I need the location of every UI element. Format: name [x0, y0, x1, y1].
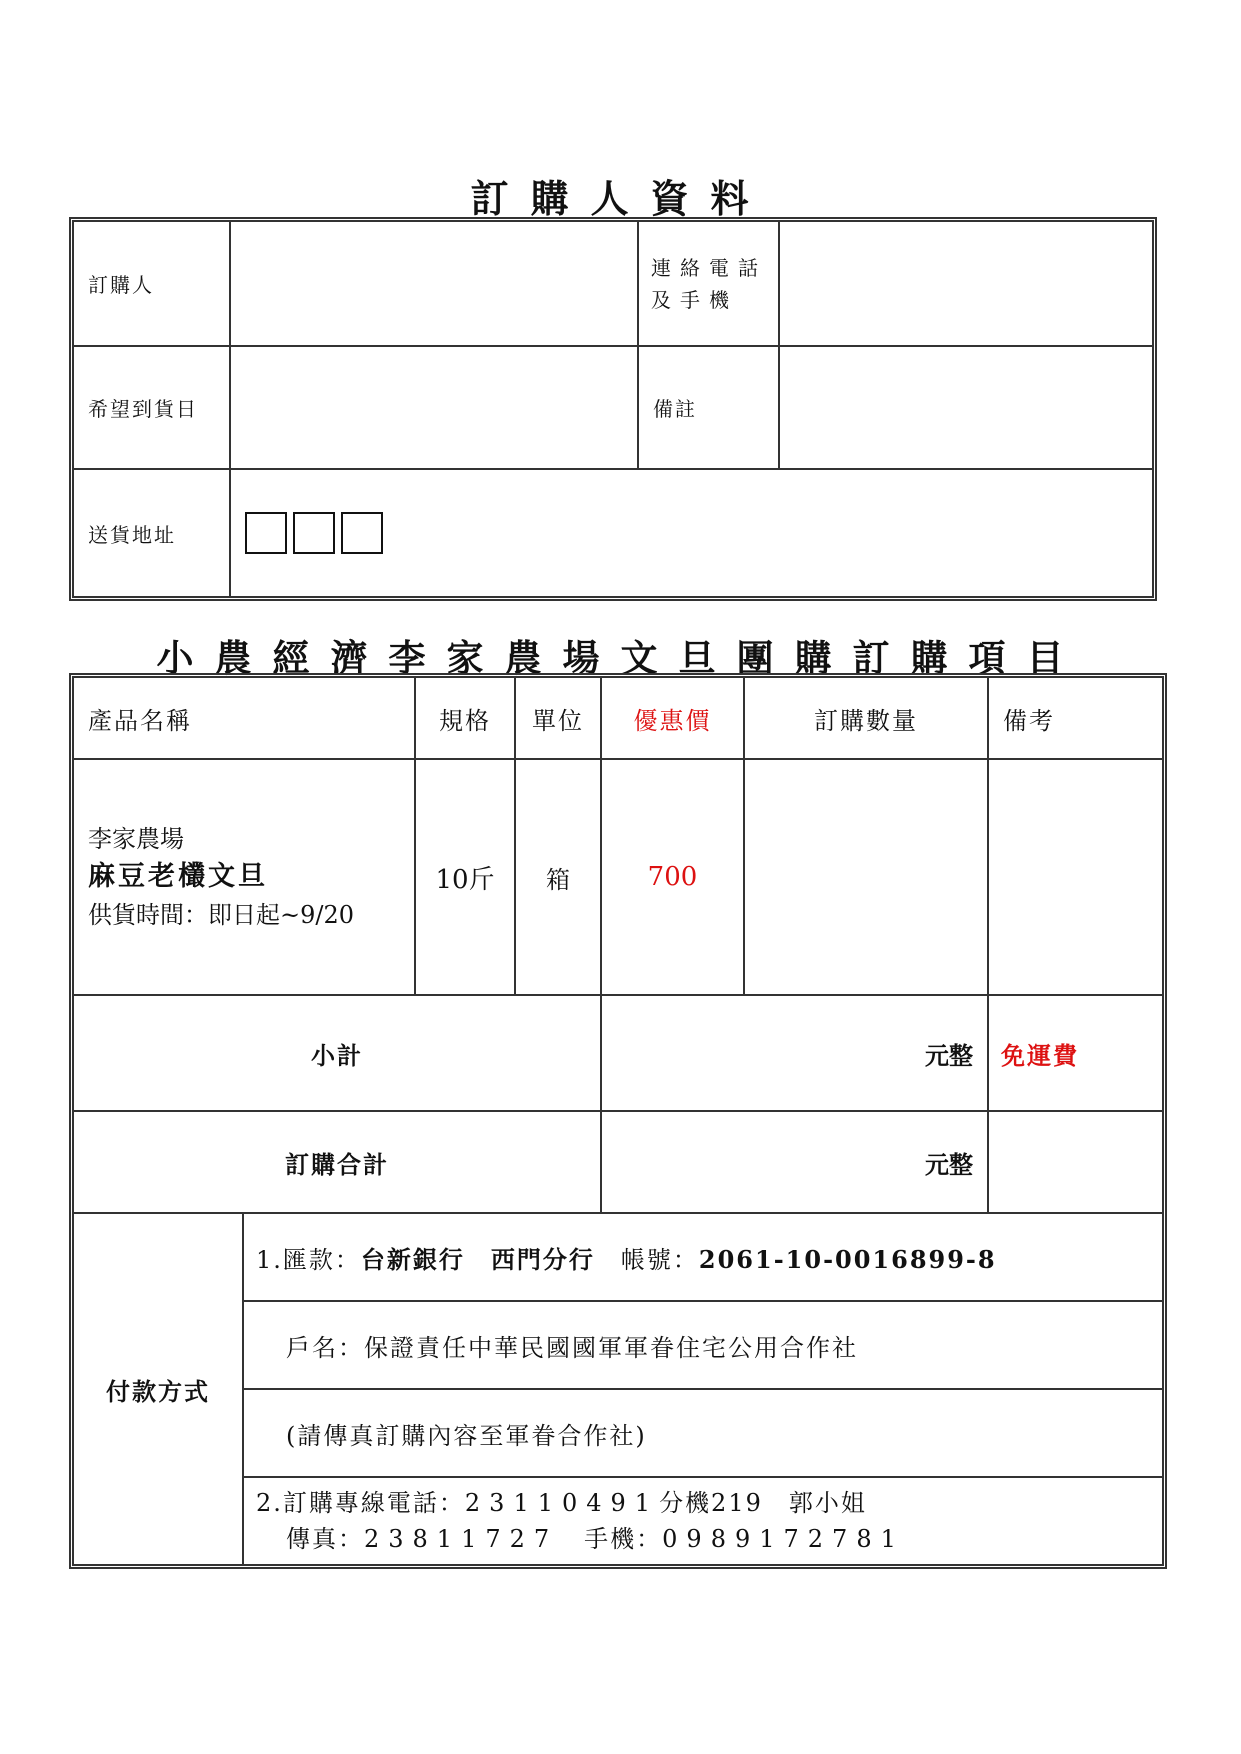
total-field[interactable] [601, 1111, 988, 1213]
address-label: 送貨地址 [73, 469, 230, 597]
payment-label: 付款方式 [73, 1213, 243, 1565]
payment-account: 2061-10-0016899-8 [698, 1244, 997, 1274]
header-spec: 規格 [415, 677, 515, 759]
order-phone-number: 23110491 [464, 1489, 660, 1517]
header-remark: 備考 [988, 677, 1163, 759]
subtotal-field[interactable] [601, 995, 988, 1111]
fax-label: 傳真： [286, 1525, 364, 1553]
zip-box-2[interactable] [293, 512, 335, 554]
payment-account-label: 帳號： [620, 1245, 699, 1274]
zip-box-1[interactable] [245, 512, 287, 554]
delivery-date-field[interactable] [230, 346, 638, 469]
payment-line1 [243, 1213, 1163, 1301]
product-unit: 箱 [515, 759, 601, 995]
total-unit: 元整 [925, 1149, 973, 1179]
payment-line2: 戶名：保證責任中華民國國軍軍眷住宅公用合作社 [243, 1301, 1163, 1389]
payment-bank: 台新銀行 西門分行 [360, 1244, 595, 1274]
buyer-info-table [72, 220, 1154, 598]
address-field[interactable] [230, 469, 1153, 597]
header-price: 優惠價 [601, 677, 744, 759]
remark-field[interactable] [988, 759, 1163, 995]
mobile-label: 手機： [584, 1525, 663, 1553]
phone-label-line1: 連絡電話 [651, 255, 767, 280]
note-label: 備註 [638, 346, 779, 469]
total-label: 訂購合計 [73, 1111, 601, 1213]
free-shipping: 免運費 [988, 995, 1163, 1111]
payment-line3: (請傳真訂購內容至軍眷合作社) [243, 1389, 1163, 1477]
product-cell [73, 759, 415, 995]
order-contact-name: 郭小姐 [788, 1489, 867, 1517]
total-remark-field[interactable] [988, 1111, 1163, 1213]
product-farm: 李家農場 [88, 825, 184, 853]
product-price: 700 [601, 759, 744, 995]
payment-line4 [256, 1485, 1162, 1521]
phone-field[interactable] [779, 221, 1153, 346]
mobile-number: 0989172781 [662, 1525, 905, 1553]
quantity-field[interactable] [744, 759, 988, 995]
payment-line1-prefix: 1.匯款： [256, 1245, 361, 1274]
buyer-info-title: 訂購人資料 [470, 176, 771, 221]
phone-label-line2: 及手機 [651, 287, 738, 312]
header-quantity: 訂購數量 [744, 677, 988, 759]
fax-number: 23811727 [364, 1525, 559, 1553]
product-spec: 10斤 [415, 759, 515, 995]
buyer-field[interactable] [230, 221, 638, 346]
header-unit: 單位 [515, 677, 601, 759]
order-phone-ext: 分機219 [659, 1489, 763, 1517]
payment-line5 [256, 1521, 1162, 1557]
buyer-label: 訂購人 [73, 221, 230, 346]
order-items-title: 小農經濟李家農場文旦團購訂購項目 [156, 636, 1085, 680]
product-name: 麻豆老欉文旦 [88, 861, 268, 892]
zip-box-3[interactable] [341, 512, 383, 554]
header-product: 產品名稱 [73, 677, 415, 759]
note-field[interactable] [779, 346, 1153, 469]
order-phone-label: 2.訂購專線電話： [256, 1489, 465, 1517]
phone-label [638, 221, 779, 346]
subtotal-unit: 元整 [925, 1040, 973, 1070]
order-items-table [72, 676, 1164, 1566]
payment-contact [243, 1477, 1163, 1565]
delivery-date-label: 希望到貨日 [73, 346, 230, 469]
product-supply-time: 供貨時間：即日起~9/20 [88, 901, 355, 929]
subtotal-label: 小計 [73, 995, 601, 1111]
